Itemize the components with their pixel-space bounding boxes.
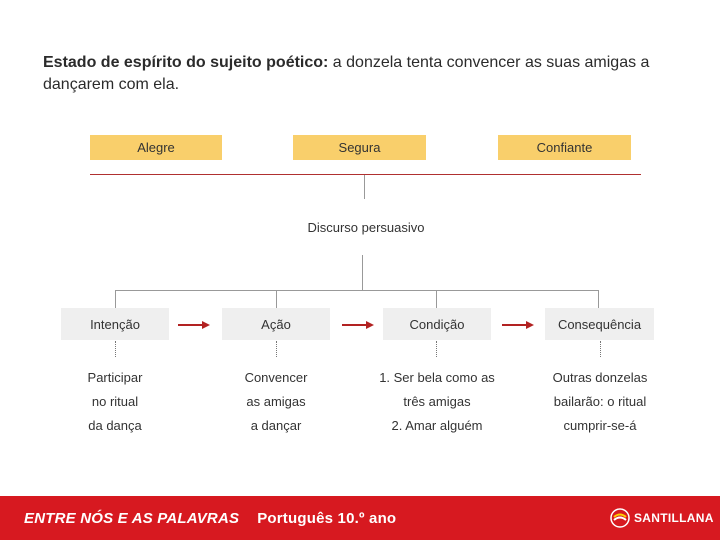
- col4-line1: Outras donzelas: [552, 370, 648, 385]
- box-consequencia: Consequência: [545, 308, 654, 340]
- col3-line1: 1. Ser bela como as: [379, 370, 495, 385]
- branch-drop-1: [115, 290, 116, 308]
- footer-subject: Português 10.º ano: [257, 510, 397, 527]
- col4-line3: cumprir-se-á: [563, 418, 637, 433]
- page-heading: [43, 52, 683, 96]
- col2-line1: Convencer: [244, 370, 308, 385]
- col1-line1: Participar: [87, 370, 143, 385]
- heading-bold: Estado de espírito do sujeito poético:: [43, 54, 329, 71]
- brand-name: SANTILLANA: [634, 511, 714, 525]
- box-acao: Ação: [222, 308, 330, 340]
- footer-series: ENTRE NÓS E AS PALAVRAS: [24, 510, 240, 527]
- santillana-logo: [610, 508, 714, 528]
- col2-line3: a dançar: [250, 418, 302, 433]
- col1-line3: da dança: [88, 418, 142, 433]
- box-segura: Segura: [293, 135, 426, 160]
- box-intencao: Intenção: [61, 308, 169, 340]
- col3-line2: três amigas: [403, 394, 471, 409]
- box-alegre: Alegre: [90, 135, 222, 160]
- arrow-3: [502, 321, 534, 329]
- box-condicao: Condição: [383, 308, 491, 340]
- dotted-connector-4: [600, 341, 601, 357]
- connector-mid: [362, 255, 363, 290]
- col2-line2: as amigas: [246, 394, 306, 409]
- dotted-connector-3: [436, 341, 437, 357]
- footer-bar: [0, 496, 720, 540]
- col1-line2: no ritual: [91, 394, 139, 409]
- arrow-1: [178, 321, 210, 329]
- footer-title: [24, 510, 396, 527]
- box-confiante: Confiante: [498, 135, 631, 160]
- santillana-logo-icon: [610, 508, 630, 528]
- branch-drop-3: [436, 290, 437, 308]
- branch-drop-4: [598, 290, 599, 308]
- connector-top: [364, 175, 365, 199]
- heading-text: a donzela tenta convencer as suas amigas a dançarem com ela.: [43, 54, 650, 93]
- center-label: Discurso persuasivo: [307, 220, 425, 235]
- col4-line2: bailarão: o ritual: [553, 394, 647, 409]
- arrow-2: [342, 321, 374, 329]
- branch-drop-2: [276, 290, 277, 308]
- dotted-connector-2: [276, 341, 277, 357]
- dotted-connector-1: [115, 341, 116, 357]
- col3-line3: 2. Amar alguém: [391, 418, 483, 433]
- branch-line: [115, 290, 599, 291]
- top-divider-line: [90, 174, 641, 175]
